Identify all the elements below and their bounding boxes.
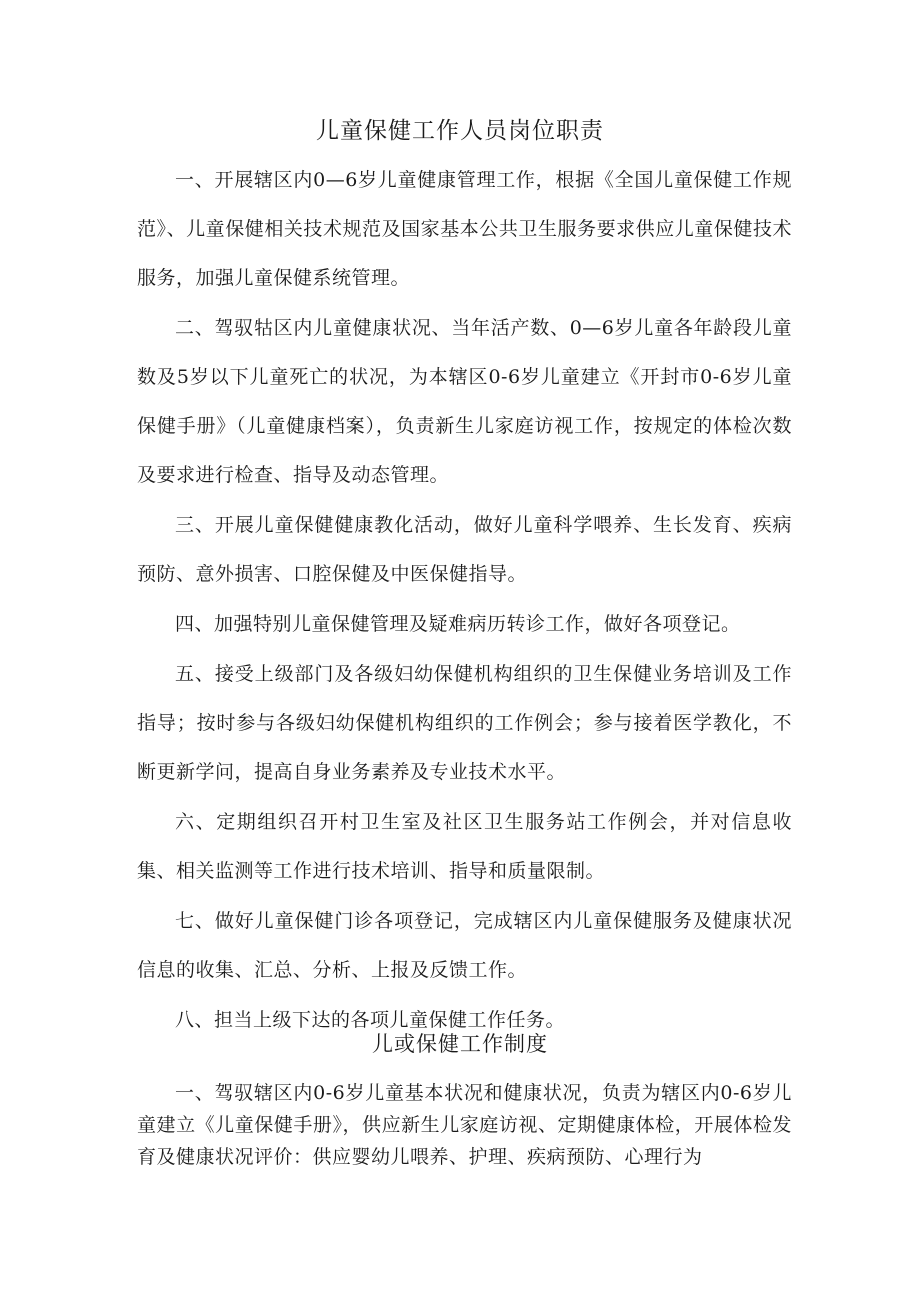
section2-title: 儿或保健工作制度 — [372, 1032, 548, 1056]
document-title: 儿童保健工作人员岗位职责 — [316, 118, 604, 144]
duty-paragraph-5: 五、接受上级部门及各级妇幼保健机构组织的卫生保健业务培训及工作指导；按时参与各级妇幼保健机构组织的工作例会；参与接着医学教化，不断更新学问，提高自身业务素养及专业技术水平。 — [137, 663, 792, 783]
duties-section — [137, 156, 792, 1046]
duty-paragraph-4: 四、加强特别儿童保健管理及疑难病历转诊工作，做好各项登记。 — [175, 613, 741, 635]
duty-paragraph-2: 二、驾驭牯区内儿童健康状况、当年活产数、0—6岁儿童各年龄段儿童数及5岁以下儿童死亡的状况，为本辖区0-6岁儿童建立《开封市0-6岁儿童保健手册》（儿童健康档案），负责新生儿家庭访视工作，按规定的体检次数及要求进行检查、指导及动态管理。 — [137, 317, 792, 486]
duty-paragraph-8: 八、担当上级下达的各项儿童保健工作任务。 — [175, 1009, 566, 1031]
duty-paragraph-7: 七、做好儿童保健门诊各项登记，完成辖区内儿童保健服务及健康状况信息的收集、汇总、分析、上报及反馈工作。 — [137, 910, 792, 981]
duty-paragraph-6: 六、定期组织召开村卫生室及社区卫生服务站工作例会，并对信息收集、相关监测等工作进行技术培训、指导和质量限制。 — [137, 811, 792, 882]
rules-section — [137, 1077, 792, 1173]
duty-paragraph-1: 一、开展辖区内0—6岁儿童健康管理工作，根据《全国儿童保健工作规范》、儿童保健相关技术规范及国家基本公共卫生服务要求供应儿童保健技术服务，加强儿童保健系统管理。 — [137, 169, 792, 289]
rule-paragraph-1: 一、驾驭辖区内0-6岁儿童基本状况和健康状况，负责为辖区内0-6岁儿童建立《儿童保健手册》，供应新生儿家庭访视、定期健康体检，开展体检发育及健康状况评价：供应婴幼儿喂养、护理、疾病预防、心理行为 — [137, 1082, 792, 1168]
duty-paragraph-3: 三、开展儿童保健健康教化活动，做好儿童科学喂养、生长发育、疾病预防、意外损害、口腔保健及中医保健指导。 — [137, 514, 792, 585]
